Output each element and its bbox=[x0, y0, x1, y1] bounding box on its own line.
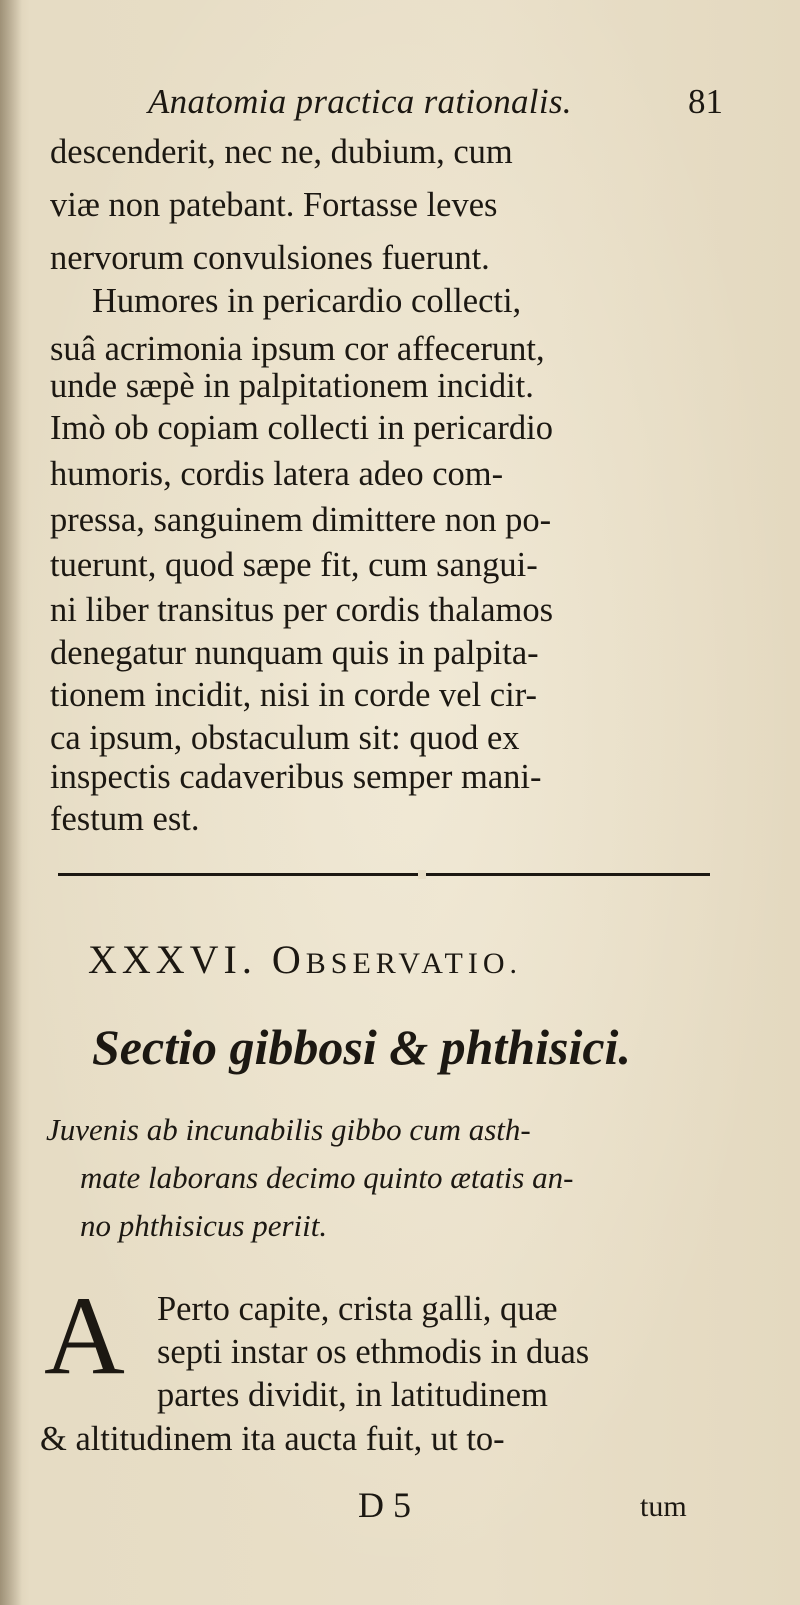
text-line: tionem incidit, nisi in corde vel cir- bbox=[50, 676, 537, 714]
text-line: ca ipsum, obstaculum sit: quod ex bbox=[50, 719, 520, 757]
text-line: ni liber transitus per cordis thalamos bbox=[50, 591, 554, 629]
section-divider-rule bbox=[58, 873, 710, 876]
page-gutter-shadow bbox=[0, 0, 22, 1605]
text-line: descenderit, nec ne, dubium, cum bbox=[50, 133, 513, 171]
observation-numeral: XXXVI. bbox=[88, 937, 257, 982]
text-line: pressa, sanguinem dimittere non po- bbox=[50, 501, 552, 539]
text-line: Imò ob copiam collecti in pericardio bbox=[50, 409, 553, 447]
section-title: Sectio gibbosi & phthisici. bbox=[92, 1019, 631, 1075]
text-line: & altitudinem ita aucta fuit, ut to- bbox=[40, 1420, 505, 1458]
text-line: suâ acrimonia ipsum cor affecerunt, bbox=[50, 330, 545, 368]
text-line: inspectis cadaveribus semper mani- bbox=[50, 758, 542, 796]
drop-cap: A bbox=[44, 1274, 125, 1398]
text-line: humoris, cordis latera adeo com- bbox=[50, 455, 504, 493]
text-line: viæ non patebant. Fortasse leves bbox=[50, 186, 498, 224]
text-line: unde sæpè in palpitationem incidit. bbox=[50, 367, 534, 405]
text-line: nervorum convulsiones fuerunt. bbox=[50, 239, 490, 277]
text-line: Humores in pericardio collecti, bbox=[92, 282, 522, 320]
running-head: Anatomia practica rationalis. bbox=[148, 82, 572, 121]
text-line: Perto capite, crista galli, quæ bbox=[157, 1290, 558, 1328]
summary-line: mate laborans decimo quinto ætatis an- bbox=[80, 1160, 574, 1195]
observation-first-letter: O bbox=[271, 937, 306, 982]
observation-heading bbox=[88, 936, 522, 983]
catchword: tum bbox=[640, 1490, 687, 1523]
text-line: partes dividit, in latitudinem bbox=[157, 1376, 548, 1414]
signature-mark: D 5 bbox=[358, 1485, 411, 1525]
text-line: denegatur nunquam quis in palpita- bbox=[50, 634, 539, 672]
text-line: tuerunt, quod sæpe fit, cum sangui- bbox=[50, 546, 538, 584]
summary-line: no phthisicus periit. bbox=[80, 1208, 328, 1243]
page-number: 81 bbox=[688, 82, 723, 121]
text-line: festum est. bbox=[50, 800, 200, 838]
text-line: septi instar os ethmodis in duas bbox=[157, 1333, 590, 1371]
observation-word-rest: BSERVATIO. bbox=[305, 947, 523, 980]
summary-line: Juvenis ab incunabilis gibbo cum asth- bbox=[46, 1112, 531, 1147]
divider-rule-gap bbox=[418, 870, 426, 879]
